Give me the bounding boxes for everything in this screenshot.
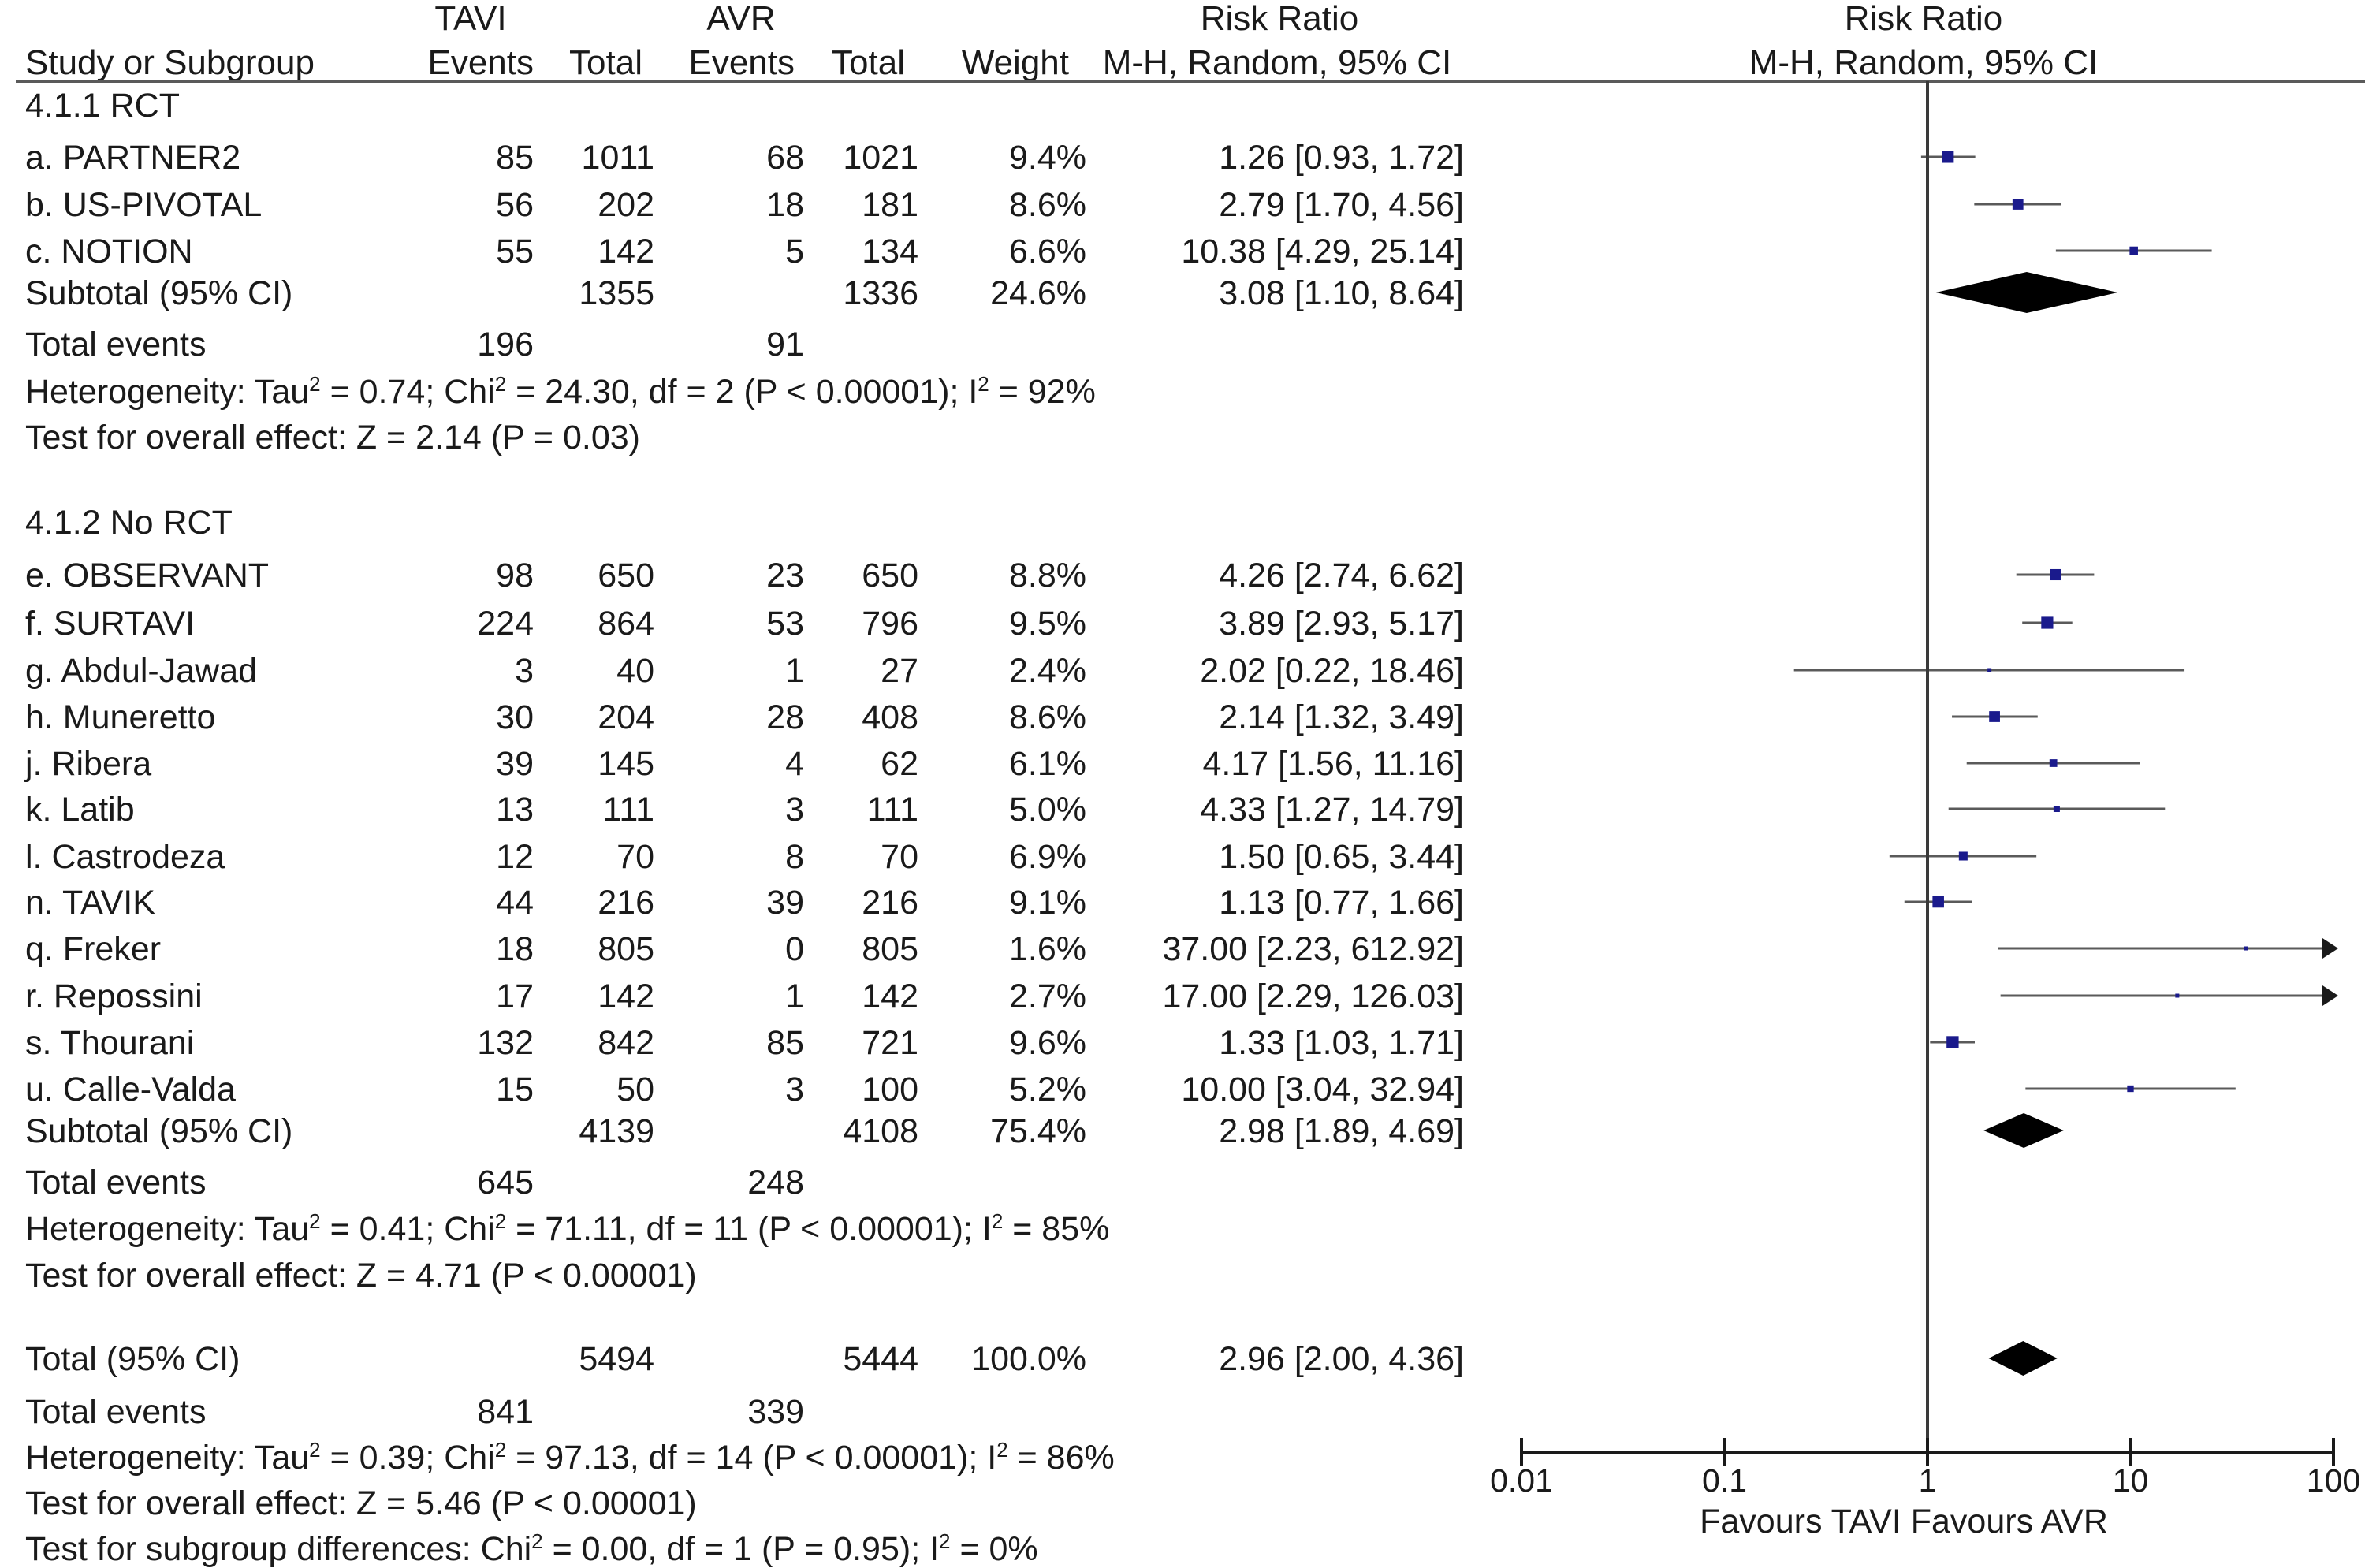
ci-marker [1890, 851, 2036, 860]
subgroup-differences-text: Test for subgroup differences: Chi$^2$ = 0.00, df = 1 (P = 0.95); $I^2 = 0\%$ [25, 1529, 1038, 1568]
overall-effect-text: Test for overall effect: Z = 5.46 (P < 0.00001) [25, 1484, 697, 1522]
ci-marker [1998, 938, 2338, 959]
weight-value: 9.5% [1008, 605, 1086, 642]
tavi-events: 13 [496, 791, 534, 829]
tavi-events: 55 [496, 233, 534, 270]
tavi-total: 1355 [579, 274, 654, 312]
point-estimate [2244, 947, 2248, 951]
ci-value: 2.79 [1.70, 4.56] [1219, 186, 1464, 224]
ci-marker [2017, 569, 2095, 580]
avr-events: 0 [785, 930, 804, 968]
avr-total: 5444 [843, 1340, 918, 1378]
tavi-total: 50 [616, 1071, 654, 1108]
ci-value: 1.33 [1.03, 1.71] [1219, 1024, 1464, 1062]
weight-value: 5.0% [1008, 791, 1086, 829]
tavi-total: 805 [598, 930, 654, 968]
ci-marker [2025, 1086, 2235, 1092]
avr-total: 62 [881, 745, 918, 783]
tavi-events: 85 [496, 139, 534, 177]
point-estimate [1989, 711, 2000, 722]
avr-events: 23 [766, 557, 804, 594]
table-header [25, 0, 2098, 82]
ci-value: 4.26 [2.74, 6.62] [1219, 557, 1464, 594]
point-estimate [2013, 199, 2024, 210]
ci-value: 1.50 [0.65, 3.44] [1219, 838, 1464, 876]
ci-marker [2056, 247, 2212, 255]
ci-value: 3.89 [2.93, 5.17] [1219, 605, 1464, 642]
total-events-label: Total events [25, 1393, 207, 1431]
weight-value: 6.9% [1008, 838, 1086, 876]
ci-marker [1967, 759, 2140, 767]
avr-events: 53 [766, 605, 804, 642]
plot-method-header: M-H, Random, 95% CI [1749, 43, 2099, 82]
weight-value: 6.6% [1008, 233, 1086, 270]
study-name: r. Repossini [25, 978, 203, 1015]
tavi-total: 1011 [581, 139, 654, 177]
ci-value: 3.08 [1.10, 8.64] [1219, 274, 1464, 312]
tavi-total: 4139 [579, 1112, 654, 1150]
avr-events: 18 [766, 186, 804, 224]
total-events-label: Total events [25, 1164, 207, 1201]
study-name: a. PARTNER2 [25, 139, 241, 177]
avr-events: 1 [785, 652, 804, 690]
tavi-events: 17 [496, 978, 534, 1015]
tavi-events: 132 [477, 1024, 534, 1062]
weight-value: 6.1% [1008, 745, 1086, 783]
ci-marker [1921, 151, 1976, 162]
plot-area [1490, 81, 2360, 1540]
avr-events: 8 [785, 838, 804, 876]
heterogeneity-text: Heterogeneity: Tau$^2$ = 0.39; Chi$^2$ = 97.13, df = 14 (P < 0.00001); $I^2 = 86\%$ [25, 1438, 1115, 1477]
overall-effect-text: Test for overall effect: Z = 4.71 (P < 0.00001) [25, 1257, 697, 1294]
point-estimate [1987, 669, 1991, 672]
ci-value: 10.38 [4.29, 25.14] [1181, 233, 1464, 270]
pooled-diamond [1989, 1341, 2058, 1376]
tavi-events: 56 [496, 186, 534, 224]
avr-total: 216 [862, 884, 918, 922]
tavi-total: 70 [616, 838, 654, 876]
plot-risk-ratio-header: Risk Ratio [1844, 0, 2003, 38]
avr-total: 408 [862, 698, 918, 736]
avr-total: 111 [866, 791, 918, 829]
weight-value: 9.4% [1008, 139, 1086, 177]
weight-value: 75.4% [990, 1112, 1086, 1150]
avr-total: 100 [862, 1071, 918, 1108]
tavi-total: 842 [598, 1024, 654, 1062]
point-estimate [1946, 1036, 1958, 1048]
tavi-events: 44 [496, 884, 534, 922]
ci-arrow [2322, 985, 2338, 1006]
tavi-events: 30 [496, 698, 534, 736]
avr-events: 39 [766, 884, 804, 922]
x-tick-label: 0.01 [1490, 1462, 1553, 1499]
tavi-total: 650 [598, 557, 654, 594]
ci-marker [1930, 1036, 1975, 1048]
weight-value: 8.8% [1008, 557, 1086, 594]
point-estimate [2050, 569, 2061, 580]
ci-marker [2001, 985, 2338, 1006]
study-name: n. TAVIK [25, 884, 155, 922]
study-name: g. Abdul-Jawad [25, 652, 258, 690]
tavi-events: 841 [477, 1393, 534, 1431]
point-estimate [2050, 759, 2058, 767]
tavi-total: 202 [598, 186, 654, 224]
pooled-diamond [1936, 272, 2117, 313]
ci-value: 1.26 [0.93, 1.72] [1219, 139, 1464, 177]
ci-marker [2022, 616, 2073, 628]
study-name: u. Calle-Valda [25, 1071, 236, 1108]
tavi-events: 224 [477, 605, 534, 642]
point-estimate [1959, 851, 1968, 860]
subgroup-title: 4.1.1 RCT [25, 87, 180, 125]
subtotal-label: Subtotal (95% CI) [25, 1112, 293, 1150]
tavi-total: 145 [598, 745, 654, 783]
avr-total: 181 [862, 186, 918, 224]
point-estimate [1942, 151, 1953, 162]
ci-value: 17.00 [2.29, 126.03] [1162, 978, 1464, 1015]
total-events-label: Total events [25, 326, 207, 363]
avr-total: 1336 [843, 274, 918, 312]
tavi-events: 98 [496, 557, 534, 594]
tavi-total: 111 [602, 791, 654, 829]
weight-value: 9.1% [1008, 884, 1086, 922]
tavi-total-header: Total [569, 43, 642, 82]
ci-value: 2.96 [2.00, 4.36] [1219, 1340, 1464, 1378]
weight-value: 8.6% [1008, 186, 1086, 224]
tavi-total: 40 [616, 652, 654, 690]
study-name: j. Ribera [25, 745, 152, 783]
weight-value: 2.7% [1008, 978, 1086, 1015]
x-tick-label: 100 [2306, 1462, 2361, 1499]
tavi-events: 645 [477, 1164, 534, 1201]
point-estimate [2054, 806, 2060, 812]
study-name: q. Freker [25, 930, 162, 968]
ci-value: 37.00 [2.23, 612.92] [1162, 930, 1464, 968]
ci-value: 4.33 [1.27, 14.79] [1200, 791, 1464, 829]
study-column-header: Study or Subgroup [25, 43, 315, 82]
tavi-total: 142 [598, 978, 654, 1015]
point-estimate [2127, 1086, 2133, 1092]
tavi-events: 12 [496, 838, 534, 876]
ci-value: 10.00 [3.04, 32.94] [1181, 1071, 1464, 1108]
ci-marker [1952, 711, 2038, 722]
subtotal-label: Subtotal (95% CI) [25, 274, 293, 312]
weight-value: 24.6% [990, 274, 1086, 312]
avr-total: 27 [881, 652, 918, 690]
tavi-events: 39 [496, 745, 534, 783]
avr-events: 85 [766, 1024, 804, 1062]
ci-arrow [2322, 938, 2338, 959]
weight-value: 5.2% [1008, 1071, 1086, 1108]
ci-marker [1905, 896, 1972, 908]
weight-value: 8.6% [1008, 698, 1086, 736]
weight-header: Weight [961, 43, 1069, 82]
ci-marker [1794, 669, 2184, 672]
tavi-total: 216 [598, 884, 654, 922]
point-estimate [2175, 994, 2179, 998]
tavi-events: 196 [477, 326, 534, 363]
avr-events: 3 [785, 1071, 804, 1108]
avr-events: 28 [766, 698, 804, 736]
ci-marker [1949, 806, 2166, 812]
tavi-total: 5494 [579, 1340, 654, 1378]
avr-total: 796 [862, 605, 918, 642]
ci-value: 1.13 [0.77, 1.66] [1219, 884, 1464, 922]
method-header: M-H, Random, 95% CI [1102, 43, 1452, 82]
avr-total: 721 [862, 1024, 918, 1062]
ci-value: 2.02 [0.22, 18.46] [1200, 652, 1464, 690]
avr-events: 248 [747, 1164, 804, 1201]
study-name: l. Castrodeza [25, 838, 225, 876]
tavi-events: 3 [515, 652, 534, 690]
tavi-events: 15 [496, 1071, 534, 1108]
weight-value: 1.6% [1008, 930, 1086, 968]
study-name: f. SURTAVI [25, 605, 196, 642]
study-name: c. NOTION [25, 233, 193, 270]
avr-total: 805 [862, 930, 918, 968]
risk-ratio-header: Risk Ratio [1200, 0, 1359, 38]
x-tick-label: 0.1 [1702, 1462, 1747, 1499]
avr-events: 4 [785, 745, 804, 783]
avr-header: AVR [706, 0, 776, 38]
x-tick-label: 1 [1918, 1462, 1937, 1499]
point-estimate [1932, 896, 1944, 908]
avr-total-header: Total [832, 43, 905, 82]
avr-total: 134 [862, 233, 918, 270]
pooled-diamond [1983, 1113, 2064, 1148]
study-name: e. OBSERVANT [25, 557, 270, 594]
avr-events: 91 [766, 326, 804, 363]
study-name: s. Thourani [25, 1024, 195, 1062]
avr-total: 650 [862, 557, 918, 594]
avr-events-header: Events [688, 43, 795, 82]
avr-events: 3 [785, 791, 804, 829]
x-tick-label: 10 [2112, 1462, 2149, 1499]
tavi-events: 18 [496, 930, 534, 968]
table-body [24, 87, 1464, 1568]
ci-value: 2.14 [1.32, 3.49] [1219, 698, 1464, 736]
avr-total: 70 [881, 838, 918, 876]
heterogeneity-text: Heterogeneity: Tau$^2$ = 0.74; Chi$^2$ = 24.30, df = 2 (P < 0.00001); $I^2 = 92\%$ [25, 372, 1096, 411]
heterogeneity-text: Heterogeneity: Tau$^2$ = 0.41; Chi$^2$ = 71.11, df = 11 (P < 0.00001); $I^2 = 85\%$ [25, 1209, 1110, 1248]
axis-caption: Favours TAVI Favours AVR [1700, 1503, 2108, 1540]
subgroup-title: 4.1.2 No RCT [25, 504, 233, 542]
ci-marker [1974, 199, 2061, 210]
avr-events: 5 [785, 233, 804, 270]
tavi-total: 142 [598, 233, 654, 270]
tavi-events-header: Events [427, 43, 534, 82]
avr-total: 4108 [843, 1112, 918, 1150]
tavi-header: TAVI [434, 0, 507, 38]
avr-total: 142 [862, 978, 918, 1015]
avr-events: 339 [747, 1393, 804, 1431]
point-estimate [2129, 247, 2138, 255]
weight-value: 2.4% [1008, 652, 1086, 690]
study-name: k. Latib [25, 791, 135, 829]
subtotal-label: Total (95% CI) [25, 1340, 240, 1378]
ci-value: 2.98 [1.89, 4.69] [1219, 1112, 1464, 1150]
weight-value: 100.0% [971, 1340, 1086, 1378]
ci-value: 4.17 [1.56, 11.16] [1202, 745, 1464, 783]
avr-events: 68 [766, 139, 804, 177]
point-estimate [2041, 616, 2053, 628]
tavi-total: 204 [598, 698, 654, 736]
tavi-total: 864 [598, 605, 654, 642]
study-name: h. Muneretto [25, 698, 216, 736]
avr-total: 1021 [843, 139, 918, 177]
avr-events: 1 [785, 978, 804, 1015]
weight-value: 9.6% [1008, 1024, 1086, 1062]
study-name: b. US-PIVOTAL [25, 186, 263, 224]
overall-effect-text: Test for overall effect: Z = 2.14 (P = 0.03) [25, 419, 640, 456]
